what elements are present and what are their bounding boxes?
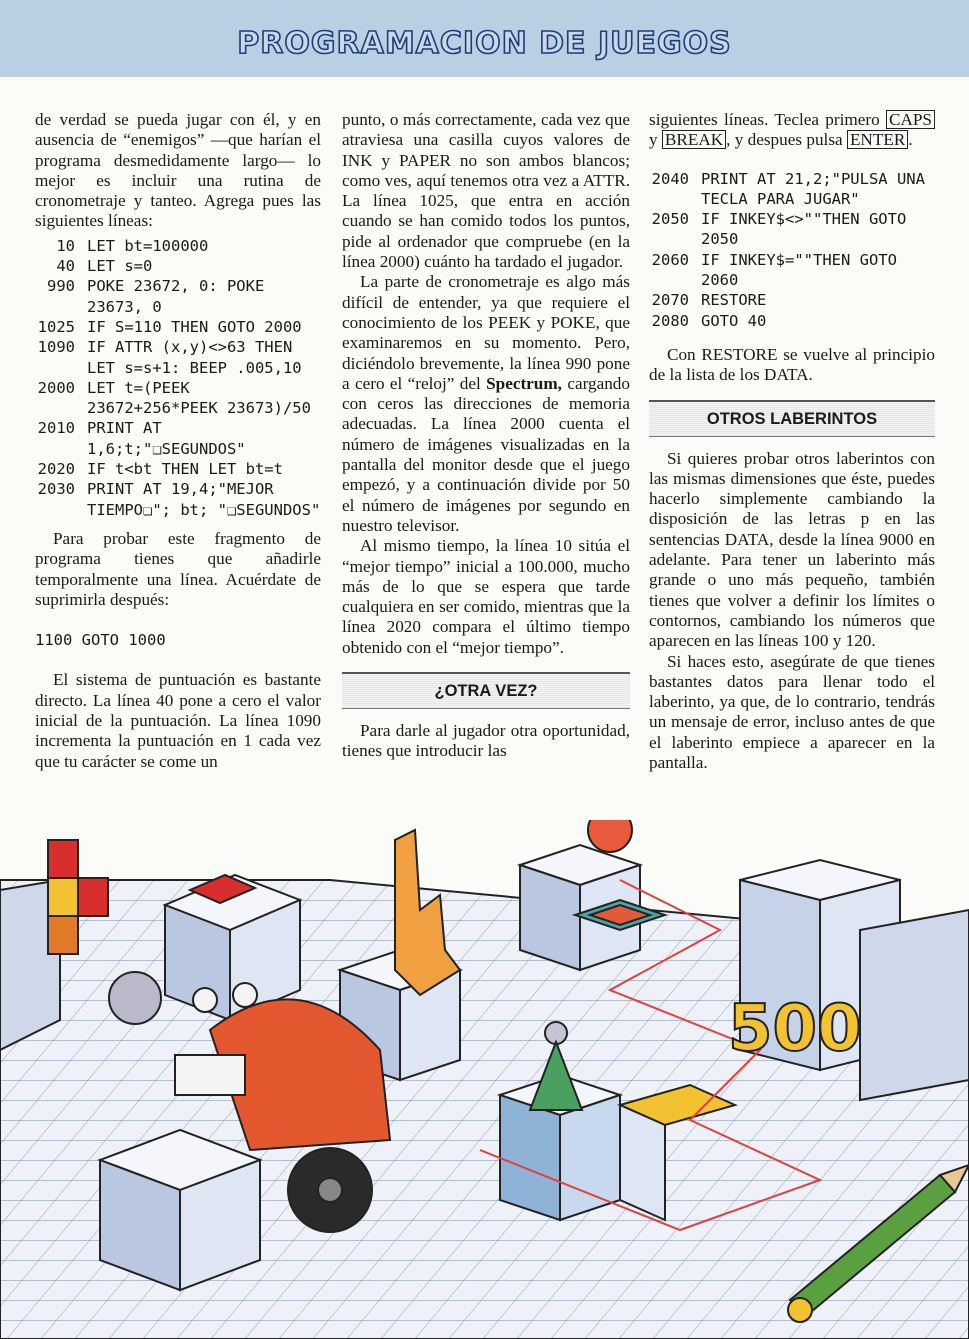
line-number: 40 bbox=[56, 257, 75, 276]
line-number: 2080 bbox=[651, 311, 689, 330]
line-text: GOTO 40 bbox=[701, 311, 767, 330]
line-number: 2000 bbox=[37, 378, 75, 397]
section-heading: ¿OTRA VEZ? bbox=[342, 672, 630, 709]
code-listing-2: 1100 GOTO 1000 bbox=[35, 631, 166, 650]
line-number: 2030 bbox=[37, 480, 75, 499]
code-line bbox=[35, 317, 321, 337]
line-text: RESTORE bbox=[701, 291, 767, 310]
column-1 bbox=[35, 110, 321, 772]
code-line bbox=[35, 236, 321, 256]
paragraph: Si quieres probar otros laberintos con las mismas dimensiones que éste, puedes hacerlo simplemente cambiando la disposición de las letras p en las sentencias DATA, desde la línea 9000 en adelante. Para tener un laberinto más grande o uno más pequeño, también tienes que volver a definir los límites o contornos, cambiando los números que aparecen en las líneas 100 y 120. bbox=[649, 448, 935, 651]
line-text: IF t<bt THEN LET bt=t bbox=[87, 460, 283, 479]
line-text: PRINT AT 19,4;"MEJOR TIEMPO❏"; bt; "❏SEGUNDOS" bbox=[87, 480, 321, 519]
line-number: 2060 bbox=[651, 250, 689, 269]
code-listing-3 bbox=[649, 169, 935, 331]
paragraph: El sistema de puntuación es bastante directo. La línea 40 pone a cero el valor inicial de la puntuación. La línea 1090 incrementa la puntuación en 1 cada vez que tu carácter se come un bbox=[35, 670, 321, 771]
paragraph bbox=[342, 272, 630, 536]
paragraph: de verdad se pueda jugar con él, y en ausencia de “enemigos” —que harían el programa desmedidamente largo— lo mejor es incluir una rutina de cronometraje y tanteo. Agrega pues las siguientes líneas: bbox=[35, 110, 321, 231]
code-line bbox=[35, 337, 321, 378]
text-span: . bbox=[908, 130, 913, 150]
line-number: 2050 bbox=[651, 210, 689, 229]
text-span: , y despues pulsa bbox=[726, 130, 847, 150]
paragraph: Para darle al jugador otra oportunidad, tienes que introducir las bbox=[342, 721, 630, 761]
line-number: 2010 bbox=[37, 419, 75, 438]
sphere-top bbox=[588, 820, 632, 852]
column-2 bbox=[342, 110, 630, 762]
column-3 bbox=[649, 110, 935, 773]
code-line bbox=[35, 459, 321, 479]
line-number: 1025 bbox=[37, 317, 75, 336]
paragraph: Si haces esto, asegúrate de que tienes bastantes datos para llenar todo el laberinto, ya que, de lo contrario, tendrás un mensaje de error, incluso antes de que el laberinto empiece a aparecer en la pantalla. bbox=[649, 651, 935, 773]
code-line bbox=[35, 276, 321, 317]
key-enter: ENTER bbox=[847, 130, 908, 149]
paragraph: Al mismo tiempo, la línea 10 sitúa el “mejor tiempo” inicial a 100.000, mucho más de lo que se espera que tarde cualquiera en ser comido, mientras que la línea 2020 compara el último tiempo obtenido con el “mejor tiempo”. bbox=[342, 536, 630, 657]
line-text: IF INKEY$=""THEN GOTO 2060 bbox=[701, 250, 907, 290]
score-sign bbox=[728, 992, 862, 1066]
line-text: LET bt=100000 bbox=[87, 236, 209, 255]
text-bold: Spectrum, bbox=[486, 373, 562, 393]
key-caps: CAPS bbox=[886, 110, 935, 129]
sphere-grey bbox=[109, 972, 161, 1024]
line-text: IF INKEY$<>""THEN GOTO 2050 bbox=[701, 210, 916, 249]
line-number: 10 bbox=[56, 236, 75, 255]
code-line bbox=[35, 256, 321, 276]
line-number: 2020 bbox=[37, 460, 75, 479]
code-line bbox=[35, 378, 321, 419]
text-span: cargando con ceros las direcciones de memoria adecuadas. La línea 2000 cuenta el número de imágenes visualizadas en la pantalla del monitor desde que el juego empezó, y a continuación divide por 50 el número de imágenes por segundo en nuestro televisor. bbox=[342, 373, 630, 535]
page-title: PROGRAMACION DE JUEGOS bbox=[237, 26, 732, 61]
code-listing-1 bbox=[35, 236, 321, 520]
line-text: PRINT AT 21,2;"PULSA UNA TECLA PARA JUGAR" bbox=[701, 169, 935, 208]
line-number: 1090 bbox=[37, 338, 75, 357]
code-line bbox=[649, 169, 935, 210]
code-line bbox=[35, 418, 321, 459]
line-text: PRINT AT 1,6;t;"❏SEGUNDOS" bbox=[87, 419, 246, 458]
line-text: IF ATTR (x,y)<>63 THEN LET s=s+1: BEEP .005,10 bbox=[87, 338, 302, 377]
text-span: siguientes líneas. Teclea primero bbox=[649, 110, 886, 129]
line-text: LET s=0 bbox=[87, 257, 153, 276]
line-number: 990 bbox=[47, 277, 75, 296]
paragraph: punto, o más correctamente, cada vez que atraviesa una casilla cuyos valores de INK y PAPER no son ambos blancos; como ves, aquí tenemos otra vez a ATTR. La línea 1025, que entra en acción cuando se han comido todos los puntos, pide al ordenador que compruebe (en la línea 2000) cuánto ha tardado el jugador. bbox=[342, 110, 630, 272]
maze-illustration bbox=[0, 820, 969, 1339]
code-line bbox=[649, 311, 935, 331]
cube-bottom-left bbox=[100, 1130, 260, 1290]
line-text: LET t=(PEEK 23672+256*PEEK 23673)/50 bbox=[87, 378, 311, 418]
line-text: POKE 23672, 0: POKE 23673, 0 bbox=[87, 277, 274, 316]
paragraph bbox=[649, 110, 935, 151]
text-span: La parte de cronometraje es algo más difícil de entender, ya que requiere el conocimiento de los PEEK y POKE, que examinaremos en su momento. Pero, diciéndolo brevemente, la línea 990 pone a cero el “reloj” del bbox=[342, 272, 630, 393]
paragraph: Con RESTORE se vuelve al principio de la lista de los DATA. bbox=[649, 344, 935, 385]
paragraph: Para probar este fragmento de programa tienes que añadirle temporalmente una línea. Acuérdate de suprimirla después: bbox=[35, 528, 321, 609]
page-header bbox=[0, 0, 969, 77]
line-number: 2070 bbox=[651, 291, 689, 310]
key-break: BREAK bbox=[662, 130, 726, 149]
section-heading: OTROS LABERINTOS bbox=[649, 400, 935, 437]
score-text: 500 bbox=[728, 992, 862, 1066]
line-number: 2040 bbox=[651, 169, 689, 188]
code-line bbox=[35, 479, 321, 520]
code-line bbox=[649, 250, 935, 291]
text-span: y bbox=[649, 130, 662, 150]
code-line bbox=[649, 209, 935, 250]
line-text: IF S=110 THEN GOTO 2000 bbox=[87, 317, 302, 336]
code-line bbox=[649, 290, 935, 310]
